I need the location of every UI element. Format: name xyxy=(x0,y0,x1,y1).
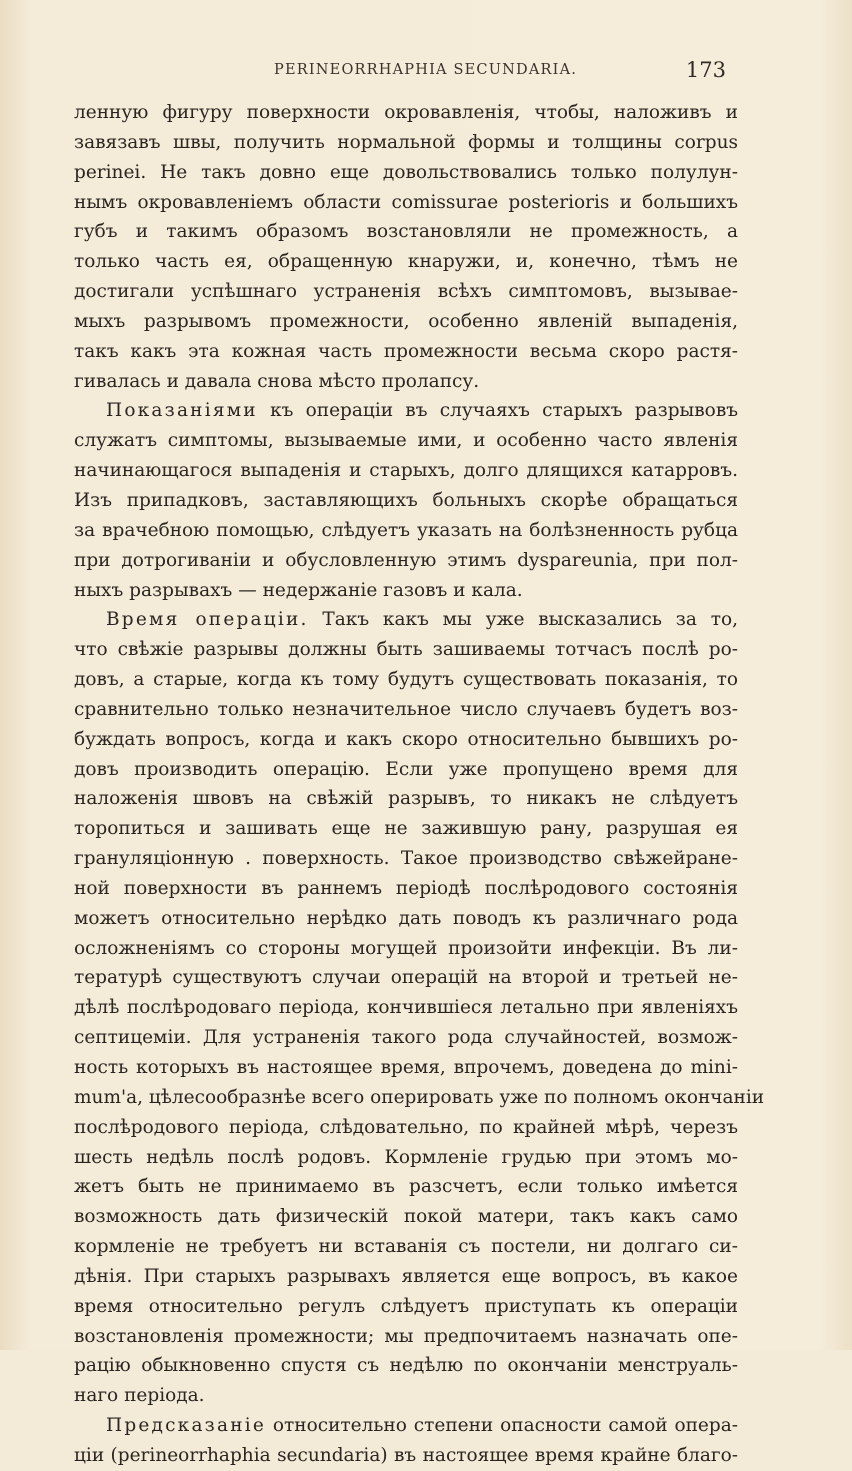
text-line: время относительно регулъ слѣдуетъ приступать къ операціи xyxy=(74,1295,738,1317)
section-lead: Время операціи. xyxy=(106,609,309,631)
text-line: за врачебною помощью, слѣдуетъ указать на болѣзненность рубца xyxy=(74,519,738,541)
text-line: дѣнія. При старыхъ разрывахъ является еще вопросъ, въ какое xyxy=(74,1265,738,1287)
text-line: возстановленія промежности; мы предпочитаемъ назначать опе- xyxy=(74,1325,738,1347)
text-line: кормленіе не требуетъ ни вставанія съ постели, ни долгаго си- xyxy=(74,1236,738,1258)
text-run: относительно степени опасности самой опера- xyxy=(265,1415,738,1437)
paragraph-first-line xyxy=(74,605,738,635)
text-line: тературѣ существуютъ случаи операцій на второй и третьей не- xyxy=(74,967,738,989)
running-title: PERINEORRHAPHIA SECUNDARIA. xyxy=(274,62,578,78)
text-line: такъ какъ эта кожная часть промежности весьма скоро растя- xyxy=(74,340,738,362)
text-line: дѣлѣ послѣродоваго періода, кончившіеся летально при явленіяхъ xyxy=(74,997,738,1019)
text-line: ной поверхности въ раннемъ періодѣ послѣродового состоянія xyxy=(74,877,738,899)
text-line: что свѣжіе разрывы должны быть зашиваемы тотчасъ послѣ ро- xyxy=(74,639,738,661)
text-line: mum'a, цѣлесообразнѣе всего оперировать уже по полномъ окончаніи xyxy=(74,1086,765,1108)
text-line: служатъ симптомы, вызываемые ими, и особенно часто явленія xyxy=(74,430,738,452)
body-text xyxy=(74,98,765,1471)
text-line: довъ производить операцію. Если уже пропущено время для xyxy=(74,758,738,780)
text-line: достигали успѣшнаго устраненія всѣхъ симптомовъ, вызывае- xyxy=(74,281,738,303)
text-line: довъ, а старые, когда къ тому будутъ существовать показанія, то xyxy=(74,669,738,691)
text-line: ленную фигуру поверхности окровавленія, чтобы, наложивъ и xyxy=(74,102,738,123)
text-line: губъ и такимъ образомъ возстановляли не промежность, а xyxy=(74,221,738,243)
text-line: шесть недѣль послѣ родовъ. Кормленіе грудью при этомъ мо- xyxy=(74,1146,738,1168)
text-line: наго періода. xyxy=(74,1385,205,1407)
text-line: рацію обыкновенно спустя съ недѣлю по окончаніи менструаль- xyxy=(74,1355,738,1377)
text-run: къ операціи въ случаяхъ старыхъ разрывовъ xyxy=(257,400,738,422)
text-line: нымъ окровавленіемъ области comissurae posterioris и большихъ xyxy=(74,191,738,213)
text-line: наложенія швовъ на свѣжій разрывъ, то никакъ не слѣдуетъ xyxy=(74,788,738,810)
page-header xyxy=(74,58,738,88)
paragraph-first-line xyxy=(74,396,738,426)
text-line: при дотрогиваніи и обусловленную этимъ dyspareunia, при пол- xyxy=(74,549,738,571)
section-lead: Предсказаніе xyxy=(106,1415,266,1437)
text-line: Изъ припадковъ, заставляющихъ больныхъ скорѣе обращаться xyxy=(74,489,738,511)
text-line: сравнительно только незначительное число случаевъ будетъ воз- xyxy=(74,698,738,720)
text-line: ность которыхъ въ настоящее время, впрочемъ, доведена до mini- xyxy=(74,1057,738,1078)
text-line: perinei. Не такъ довно еще довольствовались только полулун- xyxy=(74,161,738,183)
text-line: септицеміи. Для устраненія такого рода случайностей, возмож- xyxy=(74,1027,738,1049)
text-line: торопиться и зашивать еще не зажившую рану, разрушая ея xyxy=(74,818,738,840)
text-line: мыхъ разрывомъ промежности, особенно явленій выпаденія, xyxy=(74,310,738,332)
text-line: возможность дать физическій покой матери, такъ какъ само xyxy=(74,1206,738,1228)
paragraph-first-line xyxy=(74,1411,738,1441)
text-line: только часть ея, обращенную кнаружи, и, конечно, тѣмъ не xyxy=(74,251,738,273)
section-lead: Показаніями xyxy=(106,400,258,422)
text-line: послѣродового періода, слѣдовательно, по крайней мѣрѣ, черезъ xyxy=(74,1116,738,1138)
text-line: буждать вопросъ, когда и какъ скоро относительно бывшихъ ро- xyxy=(74,728,738,750)
text-line: гивалась и давала снова мѣсто пролапсу. xyxy=(74,370,480,392)
text-line: начинающагося выпаденія и старыхъ, долго длящихся катарровъ. xyxy=(74,460,738,482)
text-line: грануляціонную . поверхность. Такое производство свѣжейране- xyxy=(74,848,738,870)
text-run: Такъ какъ мы уже высказались за то, xyxy=(308,609,738,631)
text-line: ныхъ разрывахъ — недержаніе газовъ и кала. xyxy=(74,579,523,601)
text-line: ціи (perineorrhaphia secundaria) въ настоящее время крайне благо- xyxy=(74,1444,738,1466)
page-number: 173 xyxy=(685,58,726,82)
text-line: завязавъ швы, получить нормальной формы и толщины corpus xyxy=(74,131,738,153)
text-line: осложненіямъ со стороны могущей произойти инфекціи. Въ ли- xyxy=(74,937,738,959)
text-line: можетъ относительно нерѣдко дать поводъ къ различнаго рода xyxy=(74,907,738,929)
text-line: жетъ быть не принимаемо въ разсчетъ, если только имѣется xyxy=(74,1176,738,1198)
